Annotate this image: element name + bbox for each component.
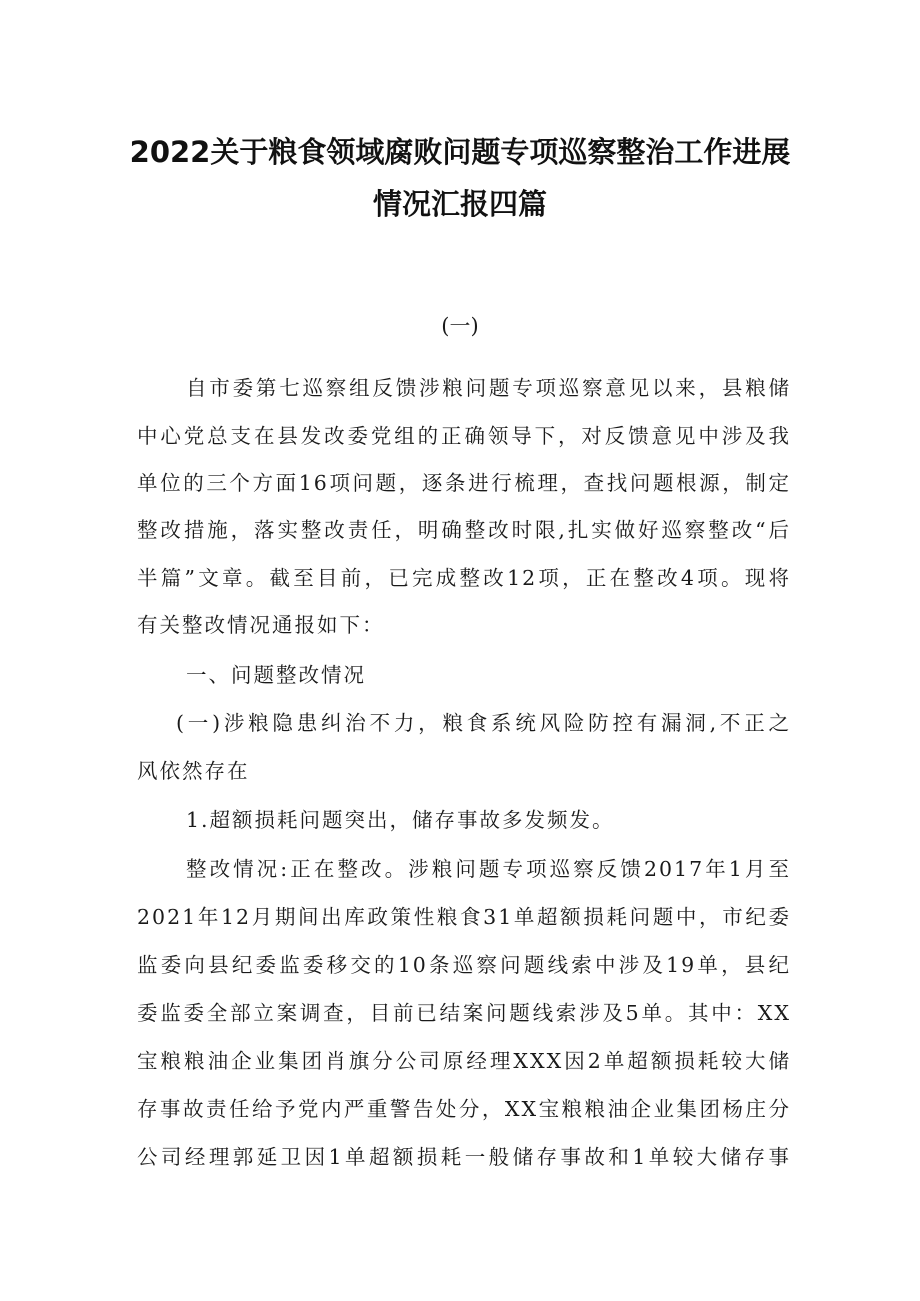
body-line: 委监委全部立案调查，目前已结案问题线索涉及5单。其中：XX xyxy=(137,1001,791,1025)
body-line: 2021年12月期间出库政策性粮食31单超额损耗问题中，市纪委 xyxy=(137,905,791,929)
body-line: 存事故责任给予党内严重警告处分，XX宝粮粮油企业集团杨庄分 xyxy=(137,1097,791,1121)
section-number: (一) xyxy=(441,314,479,338)
item-heading: 1.超额损耗问题突出，储存事故多发频发。 xyxy=(186,808,615,832)
body-line: 有关整改情况通报如下： xyxy=(137,613,385,637)
subsection-heading-cont: 风依然存在 xyxy=(137,759,250,783)
body-line: 单位的三个方面16项问题，逐条进行梳理，查找问题根源，制定 xyxy=(137,471,791,495)
document-title-line-2: 情况汇报四篇 xyxy=(372,187,547,221)
body-line: 宝粮粮油企业集团肖旗分公司原经理XXX因2单超额损耗较大储 xyxy=(137,1049,791,1073)
document-title-line-1: 2022关于粮食领域腐败问题专项巡察整治工作进展 xyxy=(129,135,791,169)
section-heading: 一、问题整改情况 xyxy=(186,663,366,687)
body-line: 半篇”文章。截至目前，已完成整改12项，正在整改4项。现将 xyxy=(137,566,791,590)
subsection-heading: (一)涉粮隐患纠治不力，粮食系统风险防控有漏洞,不正之 xyxy=(176,711,791,735)
body-line: 整改情况:正在整改。涉粮问题专项巡察反馈2017年1月至 xyxy=(186,857,791,881)
body-line: 自市委第七巡察组反馈涉粮问题专项巡察意见以来，县粮储 xyxy=(186,376,791,400)
body-line: 监委向县纪委监委移交的10条巡察问题线索中涉及19单，县纪 xyxy=(137,953,791,977)
body-line: 中心党总支在县发改委党组的正确领导下，对反馈意见中涉及我 xyxy=(137,424,791,448)
body-line: 整改措施，落实整改责任，明确整改时限,扎实做好巡察整改“后 xyxy=(137,518,791,542)
body-line: 公司经理郭延卫因1单超额损耗一般储存事故和1单较大储存事 xyxy=(137,1145,791,1169)
